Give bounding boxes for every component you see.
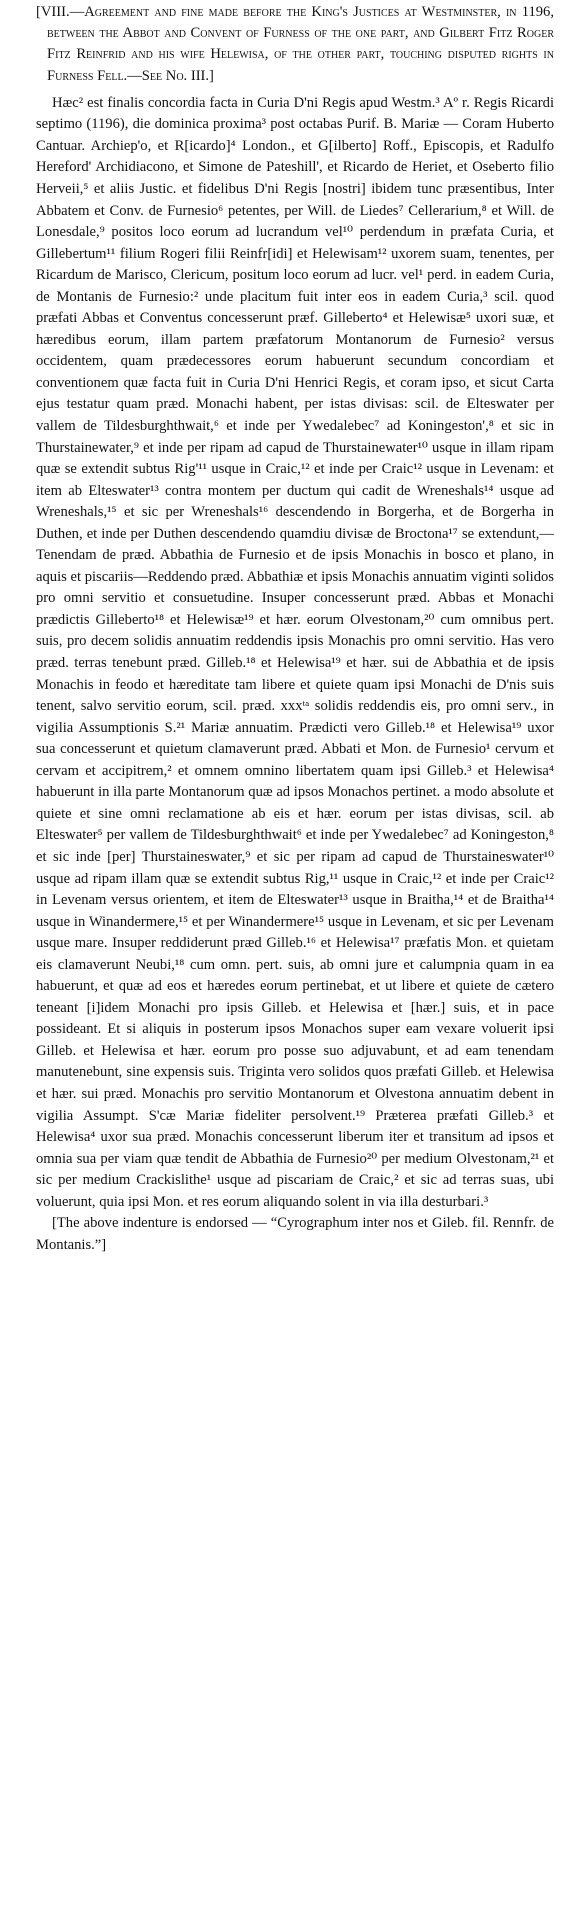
endorsement-note: [The above indenture is endorsed — “Cyrographum inter nos et Gileb. fil. Rennfr. de Montanis.”]: [36, 1215, 554, 1253]
document-body-text: Hæc² est finalis concordia facta in Curia D'ni Regis apud Westm.³ Aº r. Regis Ricardi septimo (1196), die dominica proxima³ post octabas Purif. B. Mariæ — Coram Huberto Cantuar. Archiep'o, et R[icardo]⁴ London., et G[ilberto] Roff., Episcopis, et Radulfo Hereford' Archidiacono, et Simone de Pateshill', et Ricardo de Heriet, et Oseberto filio Herveii,⁵ et aliis Justic. et fidelibus D'ni Regis [nostri] ibidem tunc præsentibus, Inter Abbatem et Conv. de Furnesio⁶ petentes, per Will. de Liedes⁷ Cellerarium,⁸ et Will. de Lonesdale,⁹ positos loco eorum ad lucrandum vel¹⁰ perdendum in præfata Curia, et Gillebertum¹¹ filium Rogeri filii Reinfr[idi] et Helewisam¹² uxorem suam, tenentes, per Ricardum de Marisco, Clericum, positum loco eorum ad lucr. vel¹ perd. in eadem Curia, de Montanis de Furnesio:² unde placitum fuit inter eos in eadem Curia,³ scil. quod præfati Abbas et Conventus concesserunt præf. Gilleberto⁴ et Helewisæ⁵ uxori suæ, et hæredibus eorum, illam partem præfatorum Montanorum de Furnesio² versus occidentem, quam prædecessores eorum habuerunt secundum concordiam et conventionem quæ facta fuit in Curia D'ni Henrici Regis, et coram ipso, et sicut Carta ejus testatur quam præd. Monachi habent, per istas divisas: scil. de Elteswater per vallem de Tildesburghthwait,⁶ et inde per Ywedalebec⁷ ad Koningeston',⁸ et sic in Thurstainewater,⁹ et inde per ripam ad capud de Thurstainewater¹⁰ usque in illam ripam quæ se extendit subtus Rig'¹¹ usque in Craic,¹² et inde per Craic¹² usque in Levenam: et item ab Elteswater¹³ contra montem per ductum qui cadit de Wreneshals¹⁴ usque ad Wreneshals,¹⁵ et sic per Wreneshals¹⁶ descendendo in Borgerha, et de Borgerha in Duthen, et inde per Duthen descendendo quamdiu divisæ de Broctona¹⁷ se extendunt,— Tenendam de præd. Abbathia de Furnesio et de ipsis Monachis in bosco et plano, in aquis et piscariis—Reddendo præd. Abbathiæ et ipsis Monachis annuatim viginti solidos pro omni servitio et consuetudine. Insuper concesserunt præd. Abbas et Monachi prædictis Gilleberto¹⁸ et Helewisæ¹⁹ et hær. eorum Olvestonam,²⁰ cum omnibus pert. suis, pro decem solidis annuatim reddendis ipsis Monachis pro omni servitio. Has vero præd. terras tenebunt præd. Gilleb.¹⁸ et Helewisa¹⁹ et hær. sui de Abbathia et de ipsis Monachis in feodo et hæreditate tam libere et quiete quam ipsi Monachi de D'nis suis tenent, salvo servitio eorum, scil. præd. xxxᵗᵃ solidis reddendis eis, pro omni serv., in vigilia Assumptionis S.²¹ Mariæ annuatim. Prædicti vero Gilleb.¹⁸ et Helewisa¹⁹ uxor sua concesserunt et quietum clamaverunt præd. Abbati et Mon. de Furnesio¹ cervum et cervam et accipitrem,² et omnem omnino libertatem quam ipsi Gilleb.³ et Helewisa⁴ habuerunt in illa parte Montanorum quæ ad ipsos Monachos pertinet. a modo absolute et quiete et sine omni reclamatione ab eis et hær. eorum per istas divisas, scil. ab Elteswater⁵ per vallem de Tildesburghthwait⁶ et inde per Ywedalebec⁷ ad Koningeston,⁸ et sic inde [per] Thurstaineswater,⁹ et sic per ripam ad capud de Thurstaineswater¹⁰ usque ad ripam illam quæ se extendit subtus Rig,¹¹ usque in Craic,¹² et inde per Craic¹² in Levenam versus orientem, et item de Elteswater¹³ usque in Braitha,¹⁴ et de Braitha¹⁴ usque in Winandermere,¹⁵ et per Winandermere¹⁵ usque in Levenam, et sic per Levenam usque mare. Insuper reddiderunt præd Gilleb.¹⁶ et Helewisa¹⁷ præfatis Mon. et quietam eis clamaverunt Neubi,¹⁸ cum omn. pert. suis, ab omni jure et calumpnia quam in ea habuerunt, et quæ ad eos et hæredes eorum pertinebat, et ut libere et quiete de cætero teneant [i]idem Monachi pro ipsis Gilleb. et Helewisa et [hær.] suis, et in pace possideant. Et si aliquis in posterum ipsos Monachos super eam vexare voluerit ipsi Gilleb. et Helewisa et hær. eorum pro posse suo adjuvabunt, et ad eam tenendam manutenebunt, sine expensis suis. Triginta vero solidos quos præfati Gilleb. et Helewisa et hær. sui præd. Monachis pro servitio Montanorum et Olvestona annuatim debent in vigilia Assumpt. S'cæ Mariæ fideliter persolvent.¹⁹ Præterea præfati Gilleb.³ et Helewisa⁴ uxor sua præd. Monachis concesserunt liberum iter et transitum ad ipsos et omnia sua per viam quæ tendit de Abbathia de Furnesio²⁰ per medium Olvestonam,²¹ et sic per medium Crackislithe¹ usque ad piscariam de Craic,² et sic ad terras suas, ubi voluerunt, quia ipsi Mon. et res eorum aliquando solent in via illa desturbari.³: [36, 94, 554, 1210]
document-heading: [VIII.—Agreement and fine made before the King's Justices at Westminster, in 1196, between the Abbot and Convent of Furness of the one part, and Gilbert Fitz Roger Fitz Reinfrid and his wife Helewisa, of the other part, touching disputed rights in Furness Fell.—See No. III.]: [36, 4, 554, 84]
